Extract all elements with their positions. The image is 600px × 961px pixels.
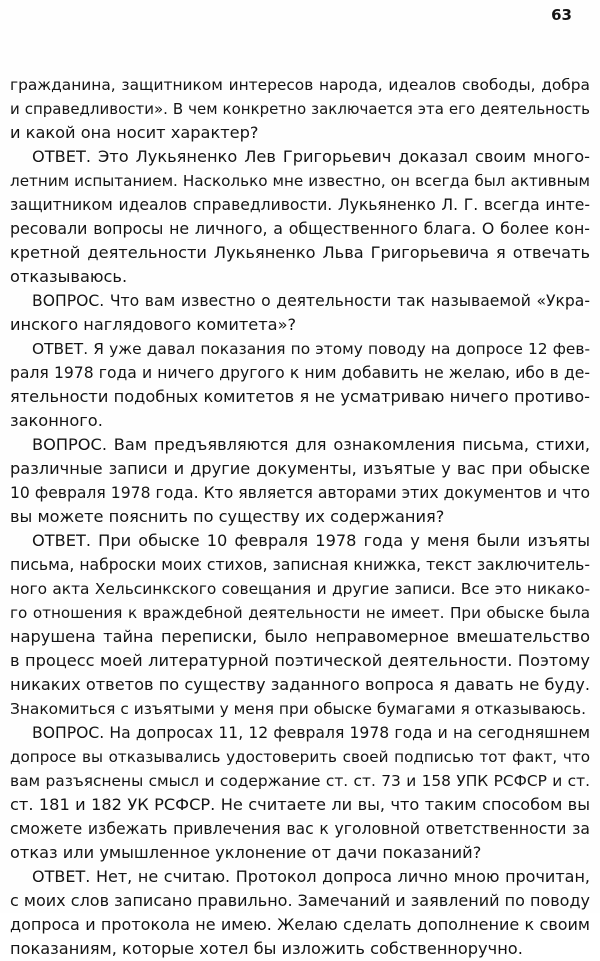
text-line: ВОПРОС. На допросах 11, 12 февраля 1978 года и на сегодняшнем	[32, 724, 590, 742]
text-line: ОТВЕТ. Я уже давал показания по этому поводу на допросе 12 фев-	[32, 340, 590, 358]
text-line: вы можете пояснить по существу их содержания?	[10, 507, 445, 526]
text-line: ст. 181 и 182 УК РСФСР. Не считаете ли вы, что таким способом вы	[10, 795, 590, 814]
text-line: различные записи и другие документы, изъятые у вас при обыске	[10, 459, 590, 478]
text-line: письма, наброски моих стихов, записная книжка, текст заключитель-	[10, 556, 590, 574]
text-line: ВОПРОС. Что вам известно о деятельности так называемой «Укра-	[32, 292, 590, 310]
text-line: сможете избежать привлечения вас к уголовной ответственности за	[10, 820, 590, 838]
text-line: гражданина, защитником интересов народа, идеалов свободы, добра	[10, 76, 590, 94]
body-text	[10, 73, 590, 961]
text-line: вам разъяснены смысл и содержание ст. ст. 73 и 158 УПК РСФСР и ст.	[10, 772, 590, 790]
text-line: ОТВЕТ. При обыске 10 февраля 1978 года у меня были изъяты	[32, 531, 590, 550]
text-line: ного акта Хельсинкского совещания и другие записи. Все это никако-	[10, 580, 590, 598]
page-number: 63	[551, 6, 572, 24]
text-line: 10 февраля 1978 года. Кто является авторами этих документов и что	[10, 484, 590, 502]
text-line: инского наглядового комитета»?	[10, 315, 297, 334]
text-line: отказываюсь.	[10, 267, 128, 286]
text-line: в процесс моей литературной поэтической деятельности. Поэтому	[10, 651, 590, 670]
text-line: ятельности подобных комитетов я не усматриваю ничего противо-	[10, 387, 590, 406]
text-line: показаниям, которые хотел бы изложить собственноручно.	[10, 939, 523, 958]
text-line: нарушена тайна переписки, было неправомерное вмешательство	[10, 627, 590, 646]
text-line: летним испытанием. Насколько мне известно, он всегда был активным	[10, 172, 590, 190]
text-line: ОТВЕТ. Нет, не считаю. Протокол допроса лично мною прочитан,	[32, 867, 590, 886]
text-line: го отношения к враждебной деятельности не имеет. При обыске была	[10, 604, 590, 622]
text-line: никаких ответов по существу заданного вопроса я давать не буду.	[10, 675, 590, 694]
text-line: и справедливости». В чем конкретно заключается эта его деятельность	[10, 100, 590, 118]
text-line: раля 1978 года и ничего другого к ним добавить не желаю, ибо в де-	[10, 364, 590, 382]
text-line: с моих слов записано правильно. Замечаний и заявлений по поводу	[10, 891, 590, 910]
text-line: допросе вы отказывались удостоверить своей подписью тот факт, что	[10, 748, 590, 766]
text-line: ВОПРОС. Вам предъявляются для ознакомления письма, стихи,	[32, 435, 590, 454]
text-line: отказ или умышленное уклонение от дачи показаний?	[10, 843, 482, 862]
text-line: кретной деятельности Лукьяненко Льва Григорьевича я отвечать	[10, 243, 590, 262]
text-line: защитником идеалов справедливости. Лукьяненко Л. Г. всегда инте-	[10, 196, 590, 214]
text-line: ОТВЕТ. Это Лукьяненко Лев Григорьевич доказал своим много-	[32, 147, 590, 166]
text-line: ресовали вопросы не личного, а общественного блага. О более кон-	[10, 219, 590, 238]
text-line: и какой она носит характер?	[10, 123, 259, 142]
text-line: Знакомиться с изъятыми у меня при обыске бумагами я отказываюсь.	[10, 700, 586, 718]
text-line: законного.	[10, 411, 103, 430]
text-line: допроса и протокола не имею. Желаю сделать дополнение к своим	[10, 915, 590, 934]
